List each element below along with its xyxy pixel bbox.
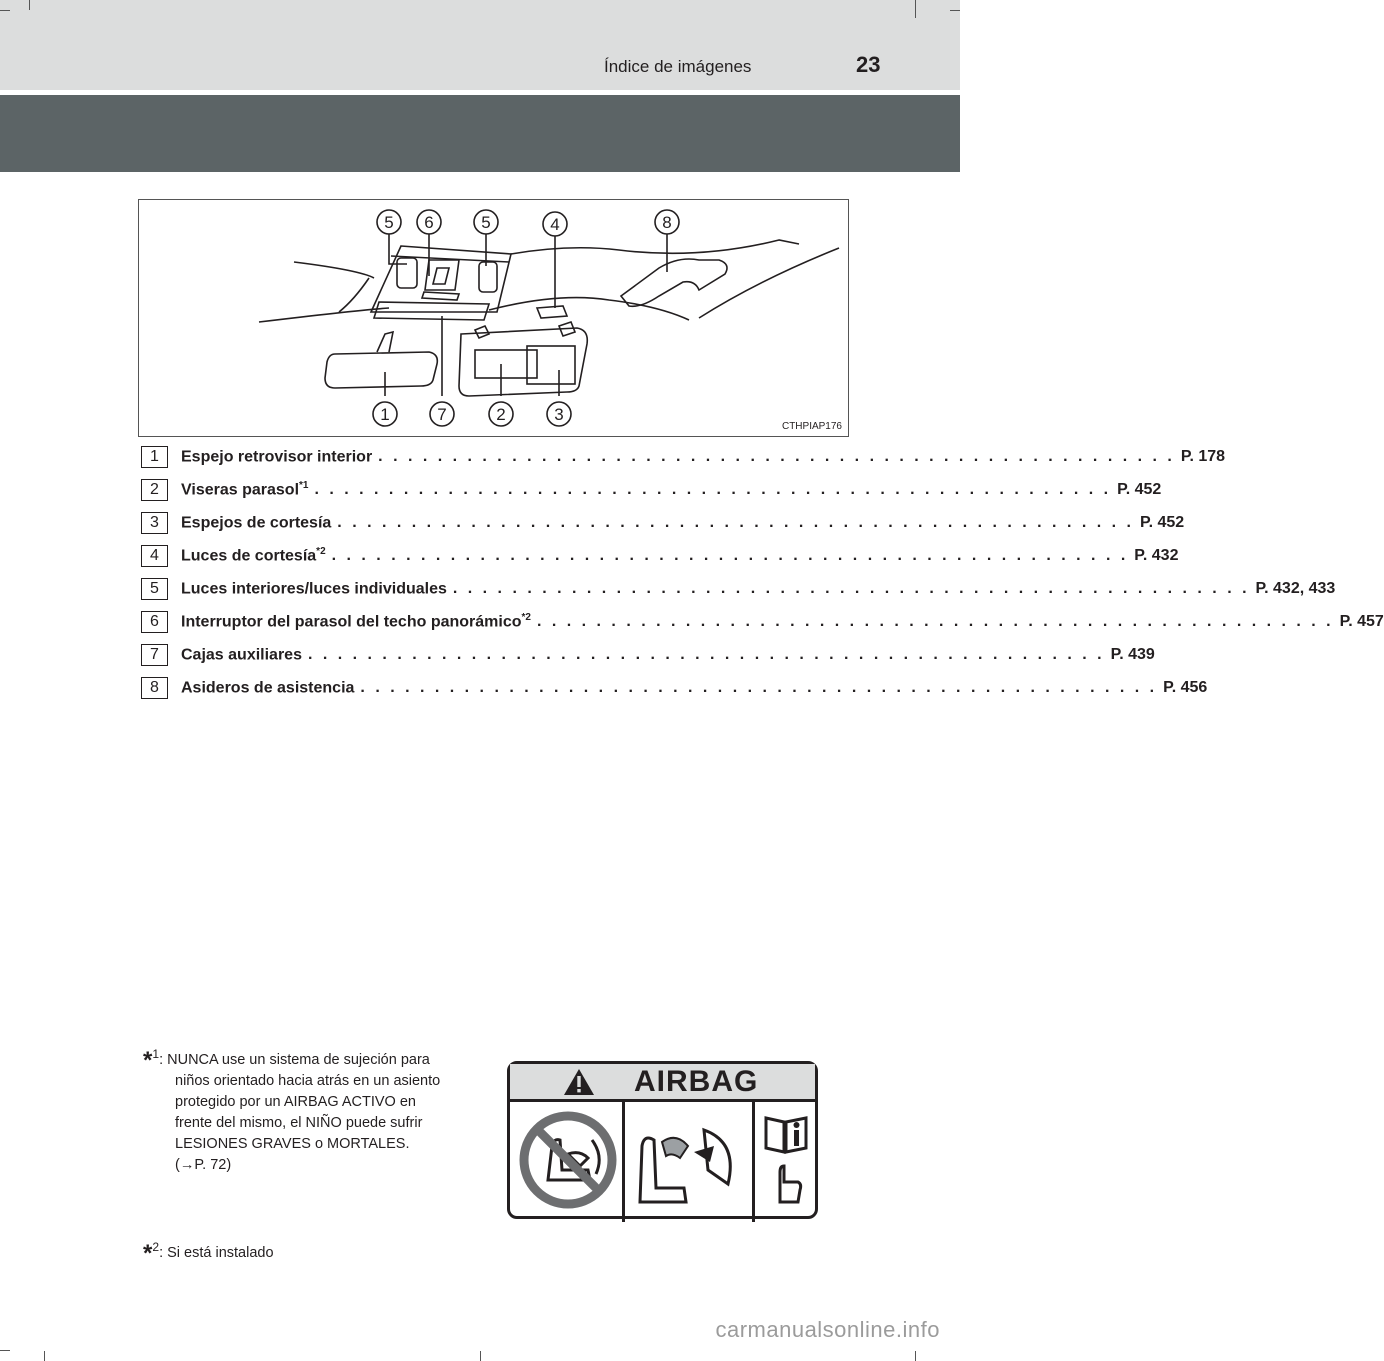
callout-label: 6 <box>424 213 434 232</box>
item-label: Espejo retrovisor interior <box>181 448 373 466</box>
item-number: 8 <box>141 677 168 699</box>
page-number: 23 <box>856 52 881 77</box>
item-number: 3 <box>141 512 168 534</box>
watermark: carmanualsonline.info <box>715 1317 940 1342</box>
callout-label: 8 <box>662 213 672 232</box>
airbag-label-header <box>510 1064 815 1102</box>
callout-label: 3 <box>554 405 564 424</box>
callout-label: 5 <box>481 213 491 232</box>
callout-label: 4 <box>550 215 560 234</box>
leader-dots: . . . . . . . . . . . . . . . . . . . . . . . . . . . . . . . . . . . . . . . . . . . . . . . . . . . . . . <box>536 612 1334 630</box>
crop-mark <box>915 1351 916 1361</box>
footnote-2 <box>143 1240 274 1268</box>
section-title: Índice de imágenes <box>604 57 752 76</box>
list-item <box>141 605 1384 638</box>
item-number: 2 <box>141 479 168 501</box>
crop-mark <box>0 1350 10 1351</box>
vanity-light <box>537 306 567 318</box>
item-label: Interruptor del parasol del techo panorámico$^{*2}$ <box>181 611 531 631</box>
item-label: Luces interiores/luces individuales <box>181 580 447 598</box>
item-number: 4 <box>141 545 168 567</box>
item-label: Asideros de asistencia <box>181 679 355 697</box>
footnote-line: LESIONES GRAVES o MORTALES. <box>175 1135 410 1152</box>
airbag-warning-label <box>507 1061 818 1219</box>
page-reference-link[interactable]: (→P. 72) <box>175 1156 232 1173</box>
list-item <box>141 572 1336 605</box>
page-reference[interactable]: P. 439 <box>1110 645 1155 663</box>
rearview-mirror <box>325 352 437 388</box>
divider <box>752 1102 755 1222</box>
callout-label: 2 <box>496 405 506 424</box>
callout-label: 7 <box>437 405 447 424</box>
leader-dots: . . . . . . . . . . . . . . . . . . . . . . . . . . . . . . . . . . . . . . . . . . . . . . . . . . . . . . <box>452 579 1250 597</box>
leader-dots: . . . . . . . . . . . . . . . . . . . . . . . . . . . . . . . . . . . . . . . . . . . . . . . . . . . . . . <box>314 480 1112 498</box>
crop-mark <box>915 0 916 18</box>
crop-mark <box>44 1351 45 1361</box>
leader-dots: . . . . . . . . . . . . . . . . . . . . . . . . . . . . . . . . . . . . . . . . . . . . . . . . . . . . . . <box>378 447 1175 465</box>
callout-label: 1 <box>380 405 390 424</box>
item-number: 5 <box>141 578 168 600</box>
interior-illustration <box>139 200 850 438</box>
list-item <box>141 638 1155 671</box>
footnote-1 <box>143 1044 493 1176</box>
footnote-line: frente del mismo, el NIÑO puede sufrir <box>175 1114 423 1131</box>
crop-mark <box>950 10 960 11</box>
item-list <box>141 440 1384 704</box>
page-reference[interactable]: P. 452 <box>1139 513 1185 531</box>
map-light-left <box>397 258 417 288</box>
footnote-star: * <box>143 1240 153 1267</box>
list-item <box>141 506 1185 539</box>
crop-mark <box>29 0 30 10</box>
header-dark-bar <box>0 95 960 172</box>
interior-ceiling-figure <box>138 199 849 437</box>
leader-dots: . . . . . . . . . . . . . . . . . . . . . . . . . . . . . . . . . . . . . . . . . . . . . . . . . . . . . . <box>337 513 1134 531</box>
callout-label: 5 <box>384 213 394 232</box>
page-reference[interactable]: P. 432, 433 <box>1255 579 1336 597</box>
read-manual-icon <box>762 1110 812 1210</box>
assist-grip <box>621 259 727 306</box>
airbag-deploy-icon <box>632 1112 742 1212</box>
page-reference[interactable]: P. 457 <box>1339 612 1384 630</box>
airbag-word: AIRBAG <box>634 1065 759 1098</box>
header-top-band <box>0 0 960 90</box>
leader-dots: . . . . . . . . . . . . . . . . . . . . . . . . . . . . . . . . . . . . . . . . . . . . . . . . . . . . . . <box>360 678 1158 696</box>
leader-dots: . . . . . . . . . . . . . . . . . . . . . . . . . . . . . . . . . . . . . . . . . . . . . . . . . . . . . . <box>331 546 1129 564</box>
item-label: Cajas auxiliares <box>181 646 302 664</box>
leader-dots: . . . . . . . . . . . . . . . . . . . . . . . . . . . . . . . . . . . . . . . . . . . . . . . . . . . . . . <box>307 645 1105 663</box>
crop-mark <box>480 1351 481 1361</box>
item-number: 1 <box>141 446 168 468</box>
list-item <box>141 671 1208 704</box>
divider <box>622 1102 625 1222</box>
list-item <box>141 440 1226 473</box>
item-label: Espejos de cortesía <box>181 514 332 532</box>
warning-triangle-icon <box>562 1067 596 1097</box>
crop-mark <box>0 10 10 11</box>
list-item <box>141 473 1162 506</box>
footnote-star: * <box>143 1046 153 1074</box>
item-number: 6 <box>141 611 168 633</box>
page-reference[interactable]: P. 178 <box>1180 447 1226 465</box>
footnote-marker: 1 <box>152 1047 160 1061</box>
page-reference[interactable]: P. 456 <box>1163 678 1208 696</box>
no-rear-facing-seat-icon <box>518 1110 618 1210</box>
footnote-text: : NUNCA use un sistema de sujeción para <box>159 1051 430 1068</box>
footnote-line: protegido por un AIRBAG ACTIVO en <box>175 1093 416 1110</box>
figure-code: CTHPIAP176 <box>781 421 842 432</box>
page-reference[interactable]: P. 432 <box>1134 546 1179 564</box>
item-label: Luces de cortesía$^{*2}$ <box>181 545 326 565</box>
map-light-right <box>479 262 497 292</box>
footnote-marker: 2 <box>152 1240 160 1255</box>
footnote-line: niños orientado hacia atrás en un asiento <box>175 1072 441 1089</box>
footnote-text: : Si está instalado <box>159 1245 274 1261</box>
item-label: Viseras parasol$^{*1}$ <box>181 479 309 499</box>
list-item <box>141 539 1179 572</box>
page-reference[interactable]: P. 452 <box>1117 480 1162 498</box>
item-number: 7 <box>141 644 168 666</box>
